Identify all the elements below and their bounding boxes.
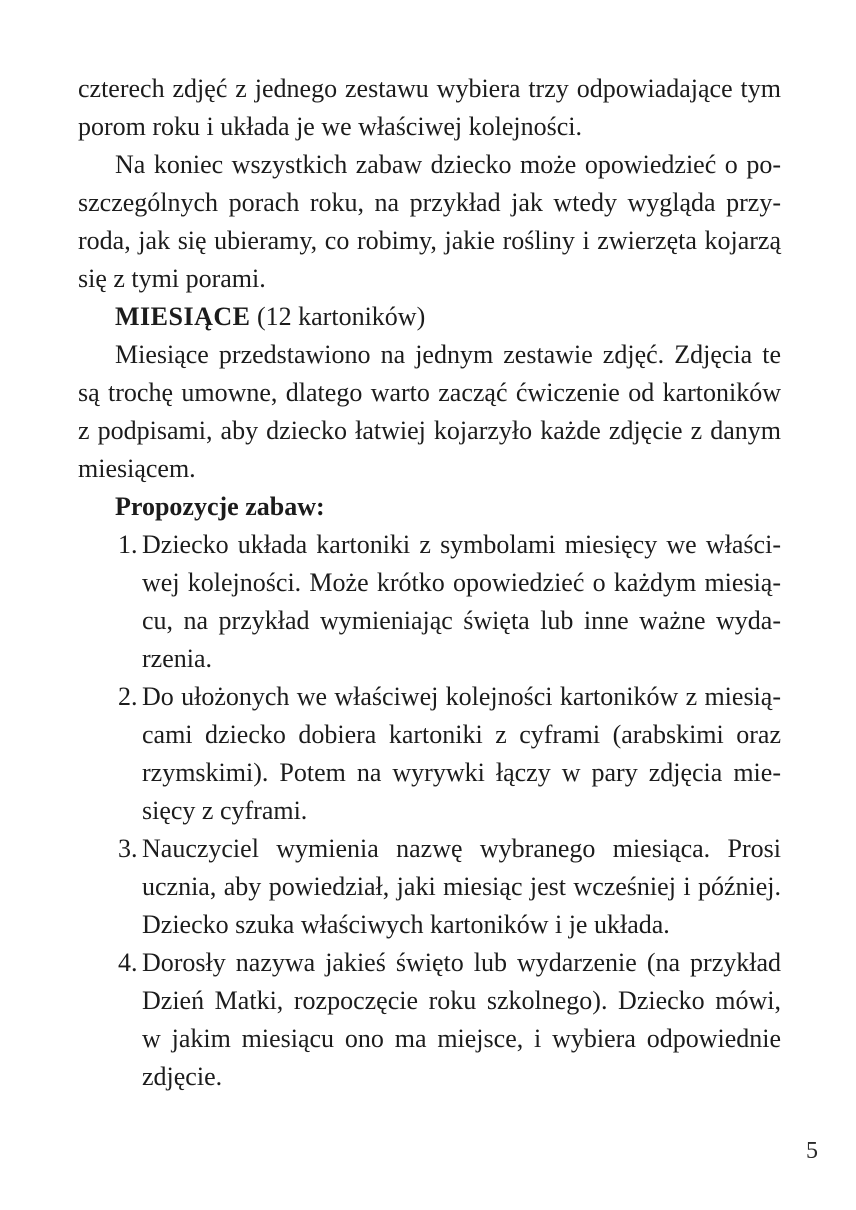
section-heading-title: MIESIĄCE <box>115 302 251 331</box>
continuation-paragraph: czterech zdjęć z jednego zestawu wybiera trzy odpowiadające tym porom roku i układa je we właściwej kolejności. <box>78 74 781 141</box>
paragraph-months-intro: Miesiące przedstawiono na jednym zestawie zdjęć. Zdjęcia te są trochę umowne, dlatego warto zacząć ćwiczenie od kartoników z podpisami, aby dziecko łatwiej kojarzyło każde zdjęcie z danym miesiącem. <box>78 340 781 483</box>
list-item-number: 3. <box>118 834 138 863</box>
list-label: Propozycje zabaw: <box>115 492 325 521</box>
paragraph-seasons-summary: Na koniec wszystkich zabaw dziecko może opowiedzieć o poszczególnych porach roku, na przykład jak wtedy wygląda przyroda, jak się ubieramy, co robimy, jakie rośliny i zwierzęta kojarzą się z tymi porami. <box>78 150 781 293</box>
list-item-number: 2. <box>118 682 138 711</box>
list-item-number: 1. <box>118 530 138 559</box>
list-item <box>118 830 781 944</box>
list-item <box>118 944 781 1096</box>
text-block <box>78 70 781 1096</box>
list-item <box>118 678 781 830</box>
list-item-text: Nauczyciel wymienia nazwę wybranego miesiąca. Prosi ucznia, aby powiedział, jaki miesiąc jest wcześniej i później. Dziecko szuka właściwych kartoników i je układa. <box>142 834 781 939</box>
list-item-text: Dorosły nazywa jakieś święto lub wydarzenie (na przykład Dzień Matki, rozpoczęcie roku szkolnego). Dziecko mówi, w jakim miesiącu ono ma miejsce, i wybiera odpowiednie zdjęcie. <box>142 948 781 1091</box>
list-item-text: Dziecko układa kartoniki z symbolami miesięcy we właściwej kolejności. Może krótko opowiedzieć o każdym miesiącu, na przykład wymieniając święta lub inne ważne wydarzenia. <box>142 530 781 673</box>
page-number: 5 <box>806 1138 818 1164</box>
section-heading-subtitle: (12 kartoników) <box>250 302 426 331</box>
list-item <box>118 526 781 678</box>
section-heading <box>78 298 781 336</box>
numbered-list <box>118 526 781 1096</box>
list-item-number: 4. <box>118 948 138 977</box>
list-item-text: Do ułożonych we właściwej kolejności kartoników z miesiącami dziecko dobiera kartoniki z cyframi (arabskimi oraz rzymskimi). Potem na wyrywki łączy w pary zdjęcia miesięcy z cyframi. <box>142 682 781 825</box>
